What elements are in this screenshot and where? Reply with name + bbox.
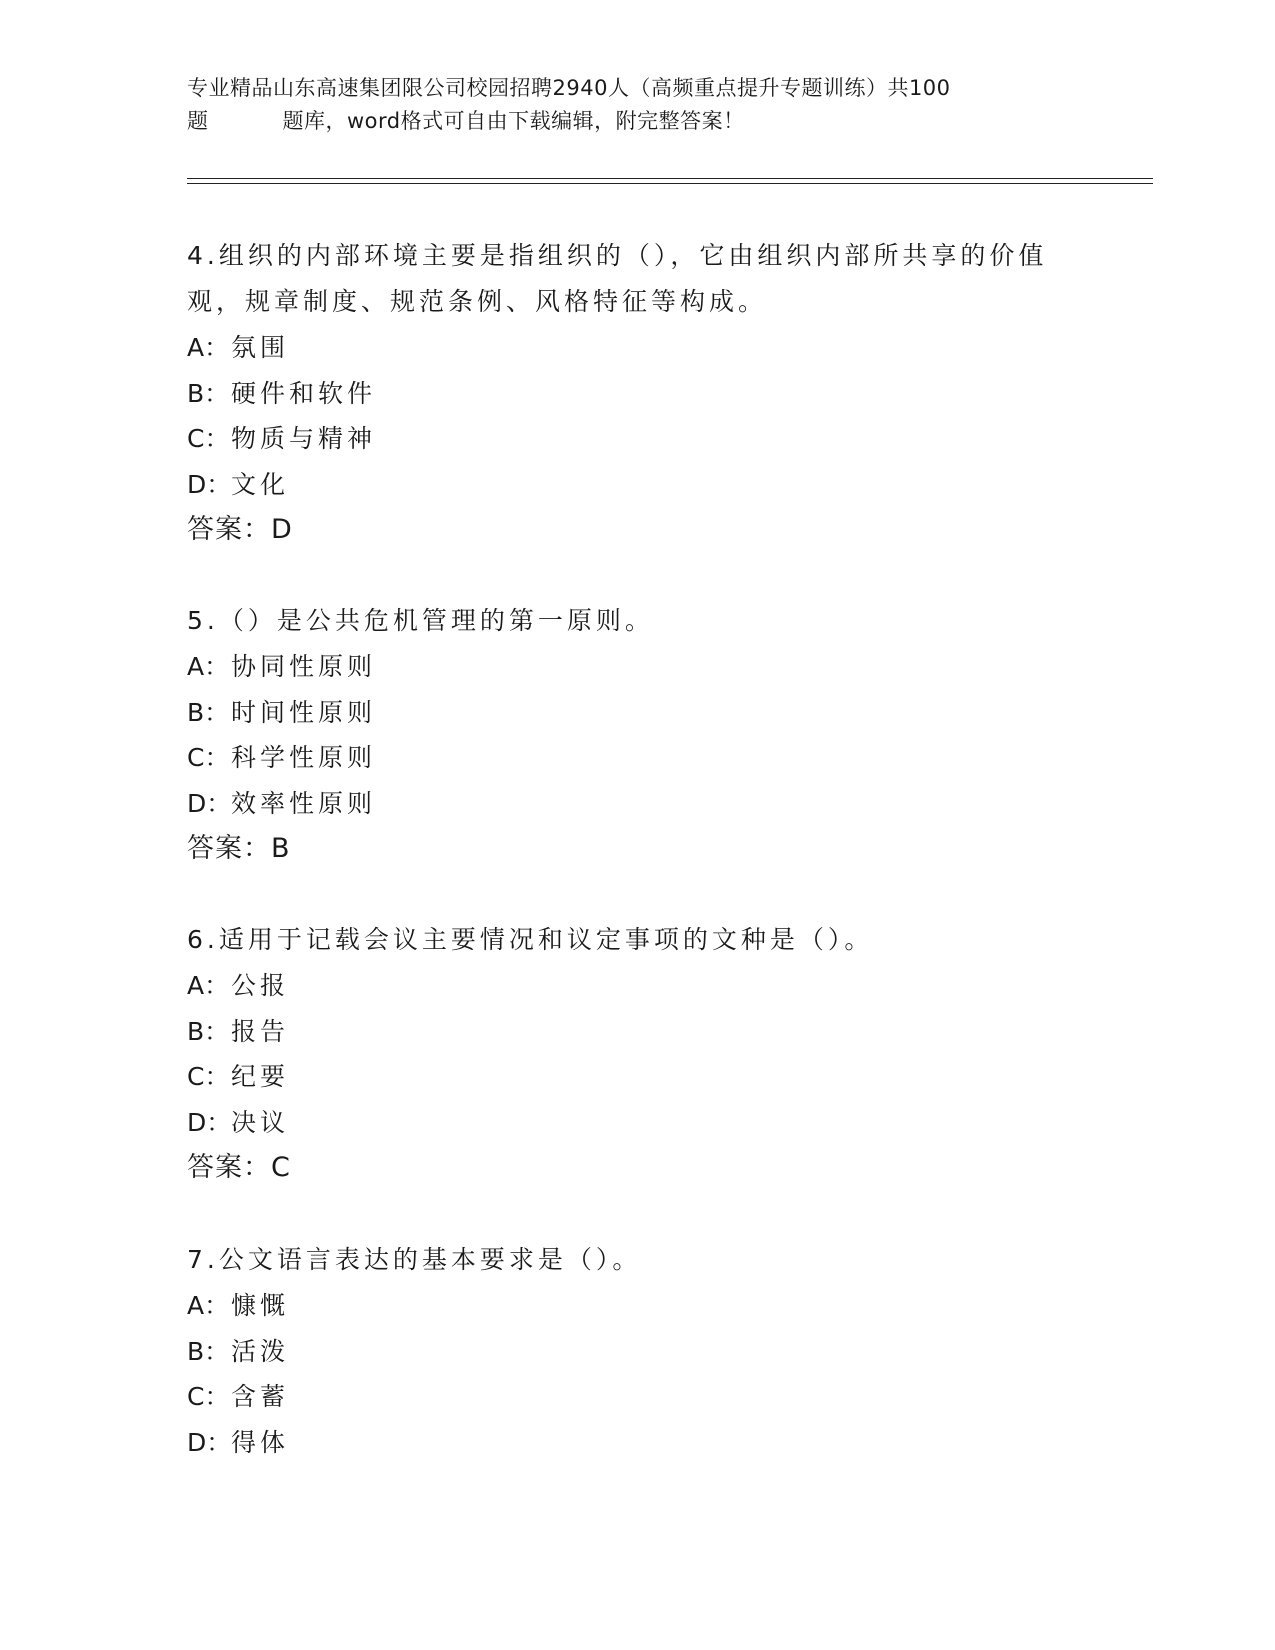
option-d bbox=[187, 462, 1087, 508]
option-b bbox=[187, 1009, 1087, 1055]
header-title-line2 bbox=[187, 105, 1087, 138]
option-key: B： bbox=[187, 697, 230, 727]
option-key: A： bbox=[187, 971, 230, 1000]
option-key: C： bbox=[187, 424, 230, 453]
option-text: 得体 bbox=[231, 1427, 290, 1457]
option-text: 物质与精神 bbox=[231, 424, 377, 453]
question-stem: 7.公文语言表达的基本要求是（）。 bbox=[187, 1245, 642, 1274]
option-b bbox=[187, 1329, 1087, 1375]
option-text: 协同性原则 bbox=[231, 652, 377, 681]
option-key: B： bbox=[187, 378, 230, 408]
option-c bbox=[187, 1054, 1087, 1100]
option-b bbox=[187, 690, 1087, 736]
question-7 bbox=[187, 1237, 1087, 1465]
question-6 bbox=[187, 917, 1087, 1191]
option-key: B： bbox=[187, 1016, 230, 1046]
option-text: 决议 bbox=[231, 1107, 290, 1137]
question-5 bbox=[187, 598, 1087, 872]
answer-label: 答案：C bbox=[187, 1152, 291, 1183]
option-c bbox=[187, 735, 1087, 781]
option-key: D： bbox=[187, 1427, 232, 1457]
option-text: 活泼 bbox=[231, 1336, 290, 1366]
option-a bbox=[187, 963, 1087, 1009]
header-divider-bottom bbox=[187, 183, 1153, 184]
option-key: C： bbox=[187, 1382, 230, 1411]
option-text: 效率性原则 bbox=[231, 788, 377, 818]
header-divider-top bbox=[187, 178, 1153, 179]
option-key: D： bbox=[187, 1107, 232, 1137]
answer-label: 答案：B bbox=[187, 833, 291, 864]
option-key: B： bbox=[187, 1336, 230, 1366]
option-key: D： bbox=[187, 788, 232, 818]
option-key: A： bbox=[187, 652, 230, 681]
option-key: A： bbox=[187, 333, 230, 362]
option-d bbox=[187, 781, 1087, 827]
answer-label: 答案：D bbox=[187, 514, 293, 545]
option-text: 文化 bbox=[231, 469, 290, 499]
option-d bbox=[187, 1100, 1087, 1146]
option-key: C： bbox=[187, 1062, 230, 1091]
option-key: D： bbox=[187, 469, 232, 499]
option-c bbox=[187, 1374, 1087, 1420]
option-text: 报告 bbox=[231, 1016, 290, 1046]
option-text: 公报 bbox=[231, 971, 290, 1000]
header-title-line1: 专业精品山东高速集团限公司校园招聘2940人（高频重点提升专题训练）共100 bbox=[187, 76, 951, 100]
option-a bbox=[187, 1283, 1087, 1329]
option-text: 纪要 bbox=[231, 1062, 290, 1091]
question-stem: 4.组织的内部环境主要是指组织的（），它由组织内部所共享的价值观，规章制度、规范条例、风格特征等构成。 bbox=[187, 241, 1048, 316]
question-stem: 5.（）是公共危机管理的第一原则。 bbox=[187, 606, 654, 635]
header-title-line2-left: 题 bbox=[187, 109, 209, 133]
option-text: 含蓄 bbox=[231, 1382, 290, 1411]
option-key: A： bbox=[187, 1291, 230, 1320]
option-text: 科学性原则 bbox=[231, 743, 377, 772]
option-a bbox=[187, 325, 1087, 371]
option-text: 时间性原则 bbox=[231, 697, 377, 727]
question-4 bbox=[187, 233, 1087, 553]
option-text: 硬件和软件 bbox=[231, 378, 377, 408]
option-key: C： bbox=[187, 743, 230, 772]
header-title-line2-right: 题库，word格式可自由下载编辑，附完整答案！ bbox=[282, 109, 745, 133]
option-d bbox=[187, 1420, 1087, 1466]
option-text: 氛围 bbox=[231, 333, 290, 362]
question-stem: 6.适用于记载会议主要情况和议定事项的文种是（）。 bbox=[187, 925, 874, 954]
option-a bbox=[187, 644, 1087, 690]
option-b bbox=[187, 371, 1087, 417]
option-c bbox=[187, 416, 1087, 462]
option-text: 慷慨 bbox=[231, 1291, 290, 1320]
document-header bbox=[187, 72, 1087, 138]
